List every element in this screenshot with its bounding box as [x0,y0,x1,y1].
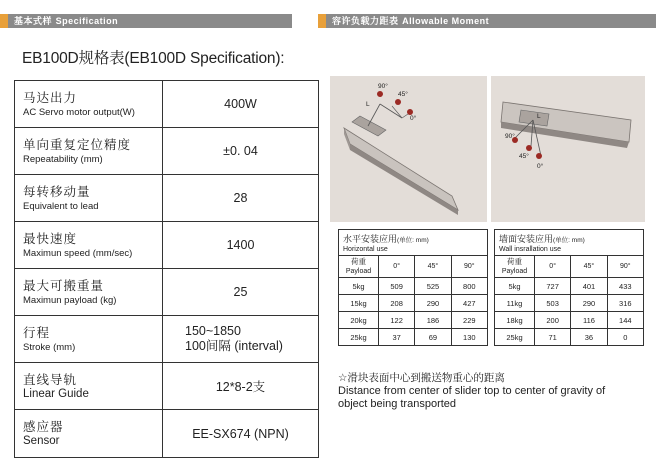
horizontal-title-zh: 水平安装应用 [343,234,398,244]
payload-cell: 25kg [495,329,535,346]
angle-45-label: 45° [519,153,529,160]
specification-header-zh: 基本式样 [14,17,53,27]
horizontal-actuator-drawing [330,76,487,222]
payload-45-dot [526,145,532,151]
wall-installation-table [494,229,644,346]
spec-label-zh: 最大可搬重量 [23,277,105,293]
stroke-interval: 100间隔 (interval) [185,339,283,353]
payload-cell: 18kg [495,312,535,329]
table-row [495,329,644,346]
spec-value: 12*8-2支 [215,380,266,394]
value-cell: 69 [415,329,451,346]
value-cell: 37 [379,329,415,346]
spec-value: 25 [233,285,248,299]
horizontal-unit: (单位: mm) [397,237,429,244]
value-cell: 122 [379,312,415,329]
table-row [339,312,488,329]
payload-cell: 15kg [339,295,379,312]
spec-value: ±0. 04 [223,144,258,158]
spec-label-zh: 感应器 [23,419,64,434]
angle-header: 0° [379,256,415,278]
value-cell: 401 [571,278,607,295]
table-row [339,278,488,295]
distance-l-label: L [366,101,370,108]
allowable-moment-header-bar [318,14,656,28]
spec-label-zh: 直线导轨 [23,371,78,387]
spec-row-stroke [15,316,318,363]
spec-row-payload [15,269,318,316]
spec-label-zh: 最快速度 [23,230,78,246]
payload-cell: 11kg [495,295,535,312]
spec-table [14,80,319,458]
angle-header: 45° [571,256,607,278]
footnote [338,372,605,411]
footnote-zh: ☆滑块表面中心到搬送物重心的距离 [338,372,505,384]
value-cell: 208 [379,295,415,312]
spec-value: 28 [233,191,248,205]
value-cell: 36 [571,329,607,346]
spec-label-en: Maximun speed (mm/sec) [23,247,133,259]
value-cell: 130 [451,329,487,346]
wall-installation-diagram [491,76,645,222]
allowable-moment-header-zh: 容许负载力距表 [332,17,399,27]
angle-header: 90° [451,256,487,278]
angle-header: 0° [535,256,571,278]
value-cell: 316 [607,295,643,312]
table-row [339,329,488,346]
spec-label-zh: 单向重复定位精度 [23,136,132,152]
spec-value: 1400 [226,238,255,252]
value-cell: 186 [415,312,451,329]
table-row [495,312,644,329]
spec-row-sensor [15,410,318,457]
horizontal-use-table [338,229,488,346]
value-cell: 427 [451,295,487,312]
value-cell: 290 [415,295,451,312]
payload-cell: 20kg [339,312,379,329]
spec-label-en: Stroke (mm) [23,341,76,353]
spec-row-linear-guide [15,363,318,410]
spec-label-en: Linear Guide [23,387,89,400]
payload-45-dot [395,99,401,105]
spec-value: EE-SX674 (NPN) [192,426,289,441]
spec-label-en: Equivalent to lead [23,200,99,212]
spec-row-speed [15,222,318,269]
spec-row-lead [15,175,318,222]
value-cell: 525 [415,278,451,295]
payload-cell: 5kg [339,278,379,295]
angle-90-label: 90° [505,133,515,140]
angle-45-label: 45° [398,91,408,98]
spec-label-en: Sensor [23,435,60,447]
table-row [339,295,488,312]
table-row [495,278,644,295]
accent-tag [0,14,8,28]
specification-header-bar [0,14,292,28]
wall-table-caption [495,230,644,256]
spec-label-zh: 马达出力 [23,89,78,105]
wall-title-en: Wall insrallation use [499,246,561,253]
spec-value [163,316,318,362]
angle-header: 45° [415,256,451,278]
value-cell: 144 [607,312,643,329]
value-cell: 116 [571,312,607,329]
value-cell: 509 [379,278,415,295]
footnote-en-line1: Distance from center of slider top to center of gravity of [338,385,606,397]
angle-header: 90° [607,256,643,278]
value-cell: 727 [535,278,571,295]
wall-title-zh: 墙面安装应用 [499,234,554,244]
spec-value: 400W [224,97,257,111]
angle-0-label: 0° [537,163,544,170]
spec-label-zh: 行程 [23,324,51,340]
value-cell: 433 [607,278,643,295]
value-cell: 200 [535,312,571,329]
angle-90-label: 90° [378,83,388,90]
spec-row-motor [15,81,318,128]
horizontal-table-caption [339,230,488,256]
value-cell: 290 [571,295,607,312]
specification-header-en: Specification [55,16,119,26]
spec-label-en: Maximun payload (kg) [23,294,117,306]
spec-label-zh: 每转移动量 [23,183,91,199]
wall-unit: (单位: mm) [553,237,585,244]
payload-header: 荷重 Payload [339,256,379,278]
payload-header: 荷重 Payload [495,256,535,278]
allowable-moment-header-en: Allowable Moment [402,16,490,26]
horizontal-title-en: Horizontal use [343,246,388,253]
value-cell: 800 [451,278,487,295]
payload-90-dot [377,91,383,97]
stroke-range: 150~1850 [185,324,241,338]
value-cell: 229 [451,312,487,329]
wall-actuator-drawing [491,76,645,222]
value-cell: 0 [607,329,643,346]
payload-cell: 5kg [495,278,535,295]
spec-label-en: Repeatability (mm) [23,153,103,165]
angle-0-label: 0° [410,115,417,122]
value-cell: 71 [535,329,571,346]
payload-cell: 25kg [339,329,379,346]
spec-label-en: AC Servo motor output(W) [23,106,135,118]
spec-row-repeatability [15,128,318,175]
horizontal-installation-diagram [330,76,487,222]
spec-title: EB100D规格表(EB100D Specification): [22,50,285,67]
distance-l-label: L [537,113,541,120]
payload-0-dot [536,153,542,159]
footnote-en-line2: object being transported [338,398,457,410]
accent-tag [318,14,326,28]
value-cell: 503 [535,295,571,312]
table-row [495,295,644,312]
